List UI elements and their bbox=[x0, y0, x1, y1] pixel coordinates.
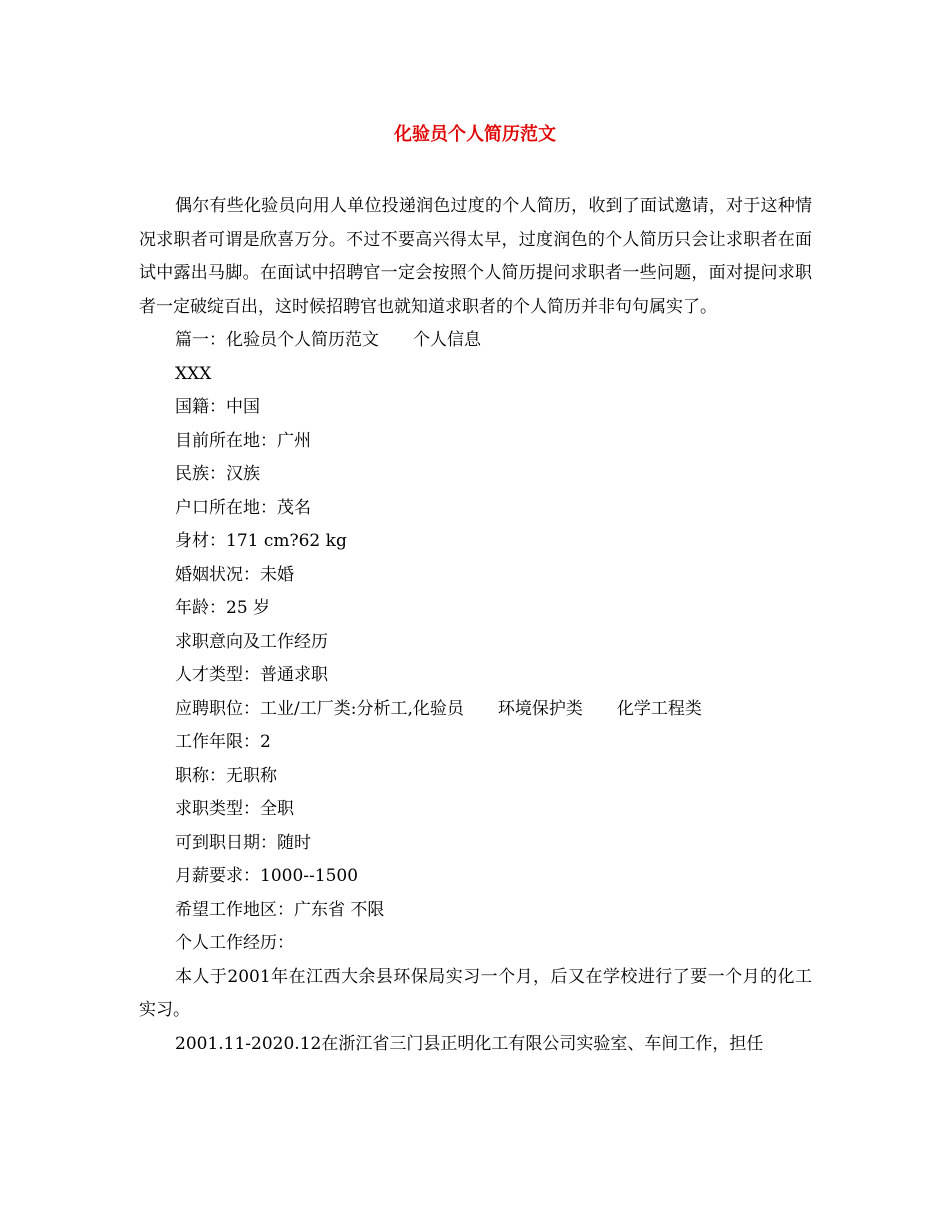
internship-paragraph: 本人于2001年在江西大余县环保局实习一个月，后又在学校进行了要一个月的化工实习。 bbox=[139, 966, 812, 1020]
height-weight-line: 身材：171 cm?62 kg bbox=[175, 531, 347, 551]
employment-paragraph: 2001.11-2020.12在浙江省三门县正明化工有限公司实验室、车间工作，担任 bbox=[175, 1033, 764, 1054]
work-years-line: 工作年限：2 bbox=[175, 732, 271, 752]
section-heading-job-intention: 求职意向及工作经历 bbox=[175, 631, 328, 652]
available-date-line: 可到职日期：随时 bbox=[175, 832, 311, 853]
section-heading-resume: 篇一：化验员个人简历范文 个人信息 bbox=[175, 330, 481, 350]
intro-paragraph: 偶尔有些化验员向用人单位投递润色过度的个人简历，收到了面试邀请，对于这种情况求职者可谓是欣喜万分。不过不要高兴得太早，过度润色的个人简历只会让求职者在面试中露出马脚。在面试中招聘官一定会按照个人简历提问求职者一些问题，面对提问求职者一定破绽百出，这时候招聘官也就知道求职者的个人简历并非句句属实了。 bbox=[139, 196, 812, 317]
document-body bbox=[139, 190, 812, 1061]
household-registration-line: 户口所在地：茂名 bbox=[175, 497, 311, 518]
section-heading-work-experience: 个人工作经历： bbox=[175, 933, 294, 953]
applied-position-line: 应聘职位：工业/工厂类:分析工,化验员 环境保护类 化学工程类 bbox=[175, 698, 702, 719]
nationality-line: 国籍：中国 bbox=[175, 397, 260, 417]
name-line: XXX bbox=[175, 363, 212, 384]
preferred-region-line: 希望工作地区：广东省 不限 bbox=[175, 899, 385, 920]
job-type-line: 求职类型：全职 bbox=[175, 799, 294, 819]
document-title: 化验员个人简历范文 bbox=[394, 124, 556, 145]
current-location-line: 目前所在地：广州 bbox=[175, 430, 311, 451]
ethnicity-line: 民族：汉族 bbox=[175, 464, 260, 484]
talent-type-line: 人才类型：普通求职 bbox=[175, 665, 328, 685]
salary-requirement-line: 月薪要求：1000--1500 bbox=[175, 866, 359, 886]
professional-title-line: 职称：无职称 bbox=[175, 765, 277, 786]
age-line: 年龄：25 岁 bbox=[175, 598, 271, 618]
marital-status-line: 婚姻状况：未婚 bbox=[175, 564, 294, 585]
